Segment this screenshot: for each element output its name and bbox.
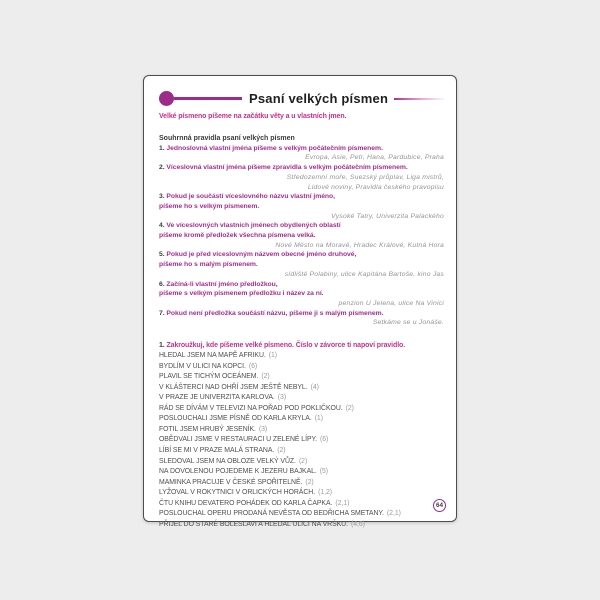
rule-hint: (2) xyxy=(277,446,286,454)
rule-number: 4. xyxy=(159,222,165,230)
rule-example: Vysoké Tatry, Univerzita Palackého xyxy=(331,212,444,220)
rule-hint: (2) xyxy=(261,373,270,381)
exercise-sentence xyxy=(159,499,444,510)
sentence-text: V PRAZE JE UNIVERZITA KARLOVA. xyxy=(159,394,275,402)
exercise-sentence xyxy=(159,467,444,478)
rule-text-line xyxy=(159,202,444,212)
header-rule-right xyxy=(394,98,444,100)
exercise-sentence xyxy=(159,457,444,468)
sentence-text: MAMINKA PRACUJE V ČESKÉ SPOŘITELNĚ. xyxy=(159,478,303,486)
sentence-text: POSLOUCHALI JSME PÍSNĚ OD KARLA KRYLA. xyxy=(159,415,312,423)
rule-example: penzion U Jelena, ulice Na Vinici xyxy=(338,299,444,307)
rule-text: Jednoslovná vlastní jména píšeme s velkým počátečním písmenem. xyxy=(166,144,383,152)
sentence-text: PŘIJEL DO STARÉ BOLESLAVI A HLEDAL ULICI NA VRŠKU. xyxy=(159,520,348,528)
sentence-text: PLAVIL SE TICHÝM OCEÁNEM. xyxy=(159,373,259,381)
exercise-sentence xyxy=(159,488,444,499)
rule-text-line xyxy=(159,309,444,319)
rule-example: Nové Město na Moravě, Hradec Králové, Kutná Hora xyxy=(275,241,444,249)
sentence-text: POSLOUCHAL OPERU PRODANÁ NEVĚSTA OD BEDŘICHA SMETANY. xyxy=(159,510,384,518)
intro-text: Velké písmeno píšeme na začátku věty a u vlastních jmen. xyxy=(159,113,347,120)
rule-hint: (2) xyxy=(345,404,354,412)
rule-text-line xyxy=(159,280,444,290)
rule-hint: (6) xyxy=(320,436,329,444)
rule-text: píšeme ho s velkým písmenem. xyxy=(159,202,260,210)
page-number-badge: 64 xyxy=(433,499,446,512)
exercise-sentence xyxy=(159,520,444,531)
rule-hint: (6) xyxy=(248,362,258,370)
exercise-sentence xyxy=(159,362,444,373)
sentence-text: HLEDAL JSEM NA MAPĚ AFRIKU. xyxy=(159,352,266,360)
rule-text-line xyxy=(159,163,444,173)
header-rule-left xyxy=(174,97,242,100)
exercise-sentence xyxy=(159,414,444,425)
rule-text-line xyxy=(159,221,444,231)
rule-hint: (1) xyxy=(314,415,323,423)
sentence-text: FOTIL JSEM HRUBÝ JESENÍK. xyxy=(159,425,256,433)
bullet-circle-icon xyxy=(159,91,174,106)
rule-number: 3. xyxy=(159,193,165,201)
rule-example: Středozemní moře, Suezský průplav, Liga mistrů, xyxy=(286,173,444,181)
rule-text: Začíná-li vlastní jméno předložkou, xyxy=(166,280,278,288)
rule-hint: (5) xyxy=(319,468,329,476)
exercise-sentence xyxy=(159,435,444,446)
sentence-text: SLEDOVAL JSEM NA OBLOZE VELKÝ VŮZ. xyxy=(159,457,296,465)
rules-list xyxy=(159,144,444,328)
exercise-sentence xyxy=(159,446,444,457)
sentence-text: LÍBÍ SE MI V PRAZE MALÁ STRANA. xyxy=(159,446,275,454)
rule-text: píšeme ho s malým písmenem. xyxy=(159,261,258,269)
rule-hint: (3) xyxy=(258,425,268,433)
page-title: Psaní velkých písmen xyxy=(249,91,389,106)
rule-hint: (4) xyxy=(310,383,319,391)
rule-hint: (2) xyxy=(298,457,308,465)
rule-text: Pokud je součástí víceslovného názvu vlastní jméno, xyxy=(166,193,335,201)
exercise-heading xyxy=(159,341,444,351)
rule-text-line xyxy=(159,144,444,154)
exercise-sentence xyxy=(159,404,444,415)
rules-heading: Souhrnná pravidla psaní velkých písmen xyxy=(159,135,295,142)
rule-text: Pokud je před víceslovným názvem obecné jméno druhové, xyxy=(166,251,357,259)
rule-hint: (2,1) xyxy=(386,510,401,518)
rule-text-line xyxy=(159,231,444,241)
rule-number: 2. xyxy=(159,164,165,172)
exercise-number: 1. xyxy=(159,342,165,350)
sentence-text: BYDLÍM V ULICI NA KOPCI. xyxy=(159,362,246,370)
rule-number: 5. xyxy=(159,251,165,259)
rule-text-line xyxy=(159,250,444,260)
exercise-sentence xyxy=(159,383,444,394)
rule-text: Ve víceslovných vlastních jménech obydlených oblastí xyxy=(166,222,341,230)
rule-text: Pokud není předložka součástí názvu, píšeme ji s malým písmenem. xyxy=(166,309,384,317)
rule-hint: (4,6) xyxy=(350,520,365,528)
sentence-text: V KLÁŠTERCI NAD OHŘÍ JSEM JEŠTĚ NEBYL. xyxy=(159,383,308,391)
sentence-text: LYŽOVAL V ROKYTNICI V ORLICKÝCH HORÁCH. xyxy=(159,489,316,497)
rule-text-line xyxy=(159,260,444,270)
sentence-text: OBĚDVALI JSME V RESTAURACI U ZELENÉ LÍPY. xyxy=(159,436,318,444)
exercise-sentence xyxy=(159,372,444,383)
rule-example: sídliště Polabiny, ulice Kapitána Bartoše, kino Jas xyxy=(284,270,444,278)
worksheet-page xyxy=(143,75,457,528)
rule-text-line xyxy=(159,192,444,202)
rule-number: 7. xyxy=(159,309,165,317)
sentence-text: NA DOVOLENOU POJEDEME K JEZERU BAJKAL. xyxy=(159,468,317,476)
rule-hint: (3) xyxy=(277,394,287,402)
rule-hint: (1,2) xyxy=(318,489,332,497)
exercise-sentence xyxy=(159,509,444,520)
exercise-sentence-list xyxy=(159,351,444,530)
rule-example: Lidové noviny, Pravidla českého pravopisu xyxy=(307,183,444,191)
sentence-text: ČTU KNIHU DEVATERO POHÁDEK OD KARLA ČAPKA. xyxy=(159,499,333,507)
exercise-sentence xyxy=(159,393,444,404)
exercise-sentence xyxy=(159,425,444,436)
page-header xyxy=(159,91,444,106)
exercise-sentence xyxy=(159,478,444,489)
exercise-instruction: Zakroužkuj, kde píšeme velké písmeno. Číslo v závorce ti napoví pravidlo. xyxy=(166,342,406,350)
rule-text: píšeme s velkým písmenem předložku i název za ní. xyxy=(159,290,324,298)
rule-text-line xyxy=(159,289,444,299)
rule-hint: (1) xyxy=(268,352,278,360)
rule-hint: (2) xyxy=(305,478,314,486)
rule-example: Setkáme se u Jonáše. xyxy=(372,319,444,327)
rule-text: píšeme kromě předložek všechna písmena velká. xyxy=(159,232,316,240)
rule-example: Evropa, Asie, Petr, Hana, Pardubice, Praha xyxy=(305,154,444,162)
rule-hint: (2,1) xyxy=(335,499,350,507)
rule-number: 1. xyxy=(159,144,165,152)
rule-text: Víceslovná vlastní jména píšeme zpravidla s velkým počátečním písmenem. xyxy=(166,164,408,172)
exercise-sentence xyxy=(159,351,444,362)
sentence-text: RÁD SE DÍVÁM V TELEVIZI NA POŘAD POD POKLIČKOU. xyxy=(159,404,343,412)
rule-number: 6. xyxy=(159,280,165,288)
